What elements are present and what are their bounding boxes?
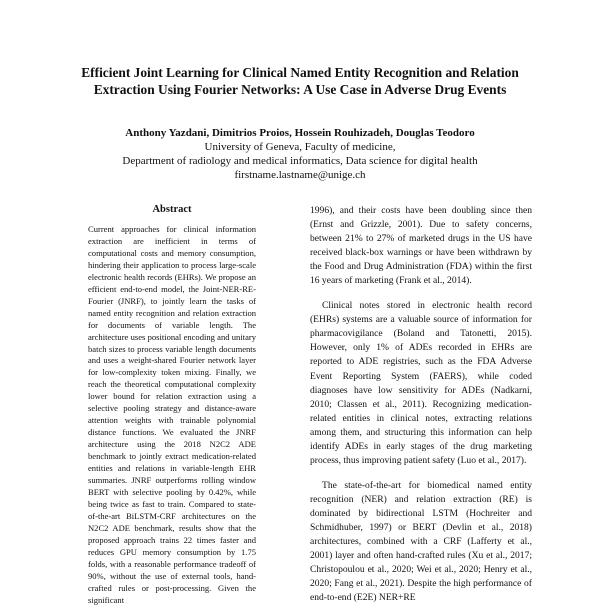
body-paragraph-1: 1996), and their costs have been doubling since then (Ernst and Grizzle, 2001). Due to safety concerns, between 21% to 27% of marketed drugs in the US have received black-box warnings or have been withdrawn by the Food and Drug Administration (FDA) within the first 16 years of marketing (Frank et al., 2014). [310,205,532,287]
body-paragraph-2: Clinical notes stored in electronic health record (EHRs) systems are a valuable source of information for pharmacovigilance (Boland and Tatonetti, 2015). However, only 1% of ADEs recorded in EHRs are reported to ADE registries, such as the FDA Adverse Event Reporting System (FAERS), while coded diagnoses have low sensitivity for ADEs (Nadkarni, 2010; Classen et al., 2011). Recognizing medication-related entities in clinical notes, extracting relations among them, and structuring this information can help identify ADEs in early stages of the drug marketing process, thus improving patient safety (Luo et al., 2017). [310,300,532,466]
paper-title: Efficient Joint Learning for Clinical Named Entity Recognition and Relation Extraction Using Fourier Networks: A Use Case in Adverse Drug Events [81,65,519,97]
author-names: Anthony Yazdani, Dimitrios Proios, Hossein Rouhizadeh, Douglas Teodoro [125,127,475,139]
author-block [40,126,560,182]
affiliation-department: Department of radiology and medical informatics, Data science for digital health [122,155,478,167]
body-paragraph-3: The state-of-the-art for biomedical named entity recognition (NER) and relation extraction (RE) is dominated by bidirectional LSTM (Hochreiter and Schmidhuber, 1997) or BERT (Devlin et al., 2018) architectures, combined with a CRF (Lafferty et al., 2001) layer and often hand-crafted rules (Xu et al., 2017; Christopoulou et al., 2020; Wei et al., 2020; Henry et al., 2020; Fang et al., 2021). Despite the high performance of end-to-end (E2E) NER+RE [310,479,532,604]
affiliation-university: University of Geneva, Faculty of medicine, [204,141,396,153]
abstract-paragraph: Current approaches for clinical information extraction are inefficient in terms of computational costs and memory consumption, hindering their application to process large-scale electronic health records (EHRs). We propose an efficient end-to-end model, the Joint-NER-RE-Fourier (JNRF), to jointly learn the tasks of named entity recognition and relation extraction for documents of variable length. The architecture uses positional encoding and unitary batch sizes to process variable length documents and uses a weight-shared Fourier network layer for low-complexity token mixing. Finally, we reach the theoretical computational complexity lower bound for relation extraction using a selective pooling strategy and distance-aware attention weights with trainable polynomial distance functions. We evaluated the JNRF architecture using the 2018 N2C2 ADE benchmark to jointly extract medication-related entities and relations in variable-length EHR summaries. JNRF outperforms rolling window BERT with selective pooling by 0.42%, while being twice as fast to train. Compared to state-of-the-art BiLSTM-CRF architectures on the N2C2 ADE benchmark, results show that the proposed approach trains 22 times faster and reduces GPU memory consumption by 1.75 folds, with a reasonable performance tradeoff of 90%, without the use of external tools, hand-crafted rules or post-processing. Given the significant [88,224,256,605]
abstract-heading: Abstract [152,204,192,215]
author-email: firstname.lastname@unige.ch [234,169,366,181]
abstract-text [88,224,256,607]
right-column [310,204,532,616]
